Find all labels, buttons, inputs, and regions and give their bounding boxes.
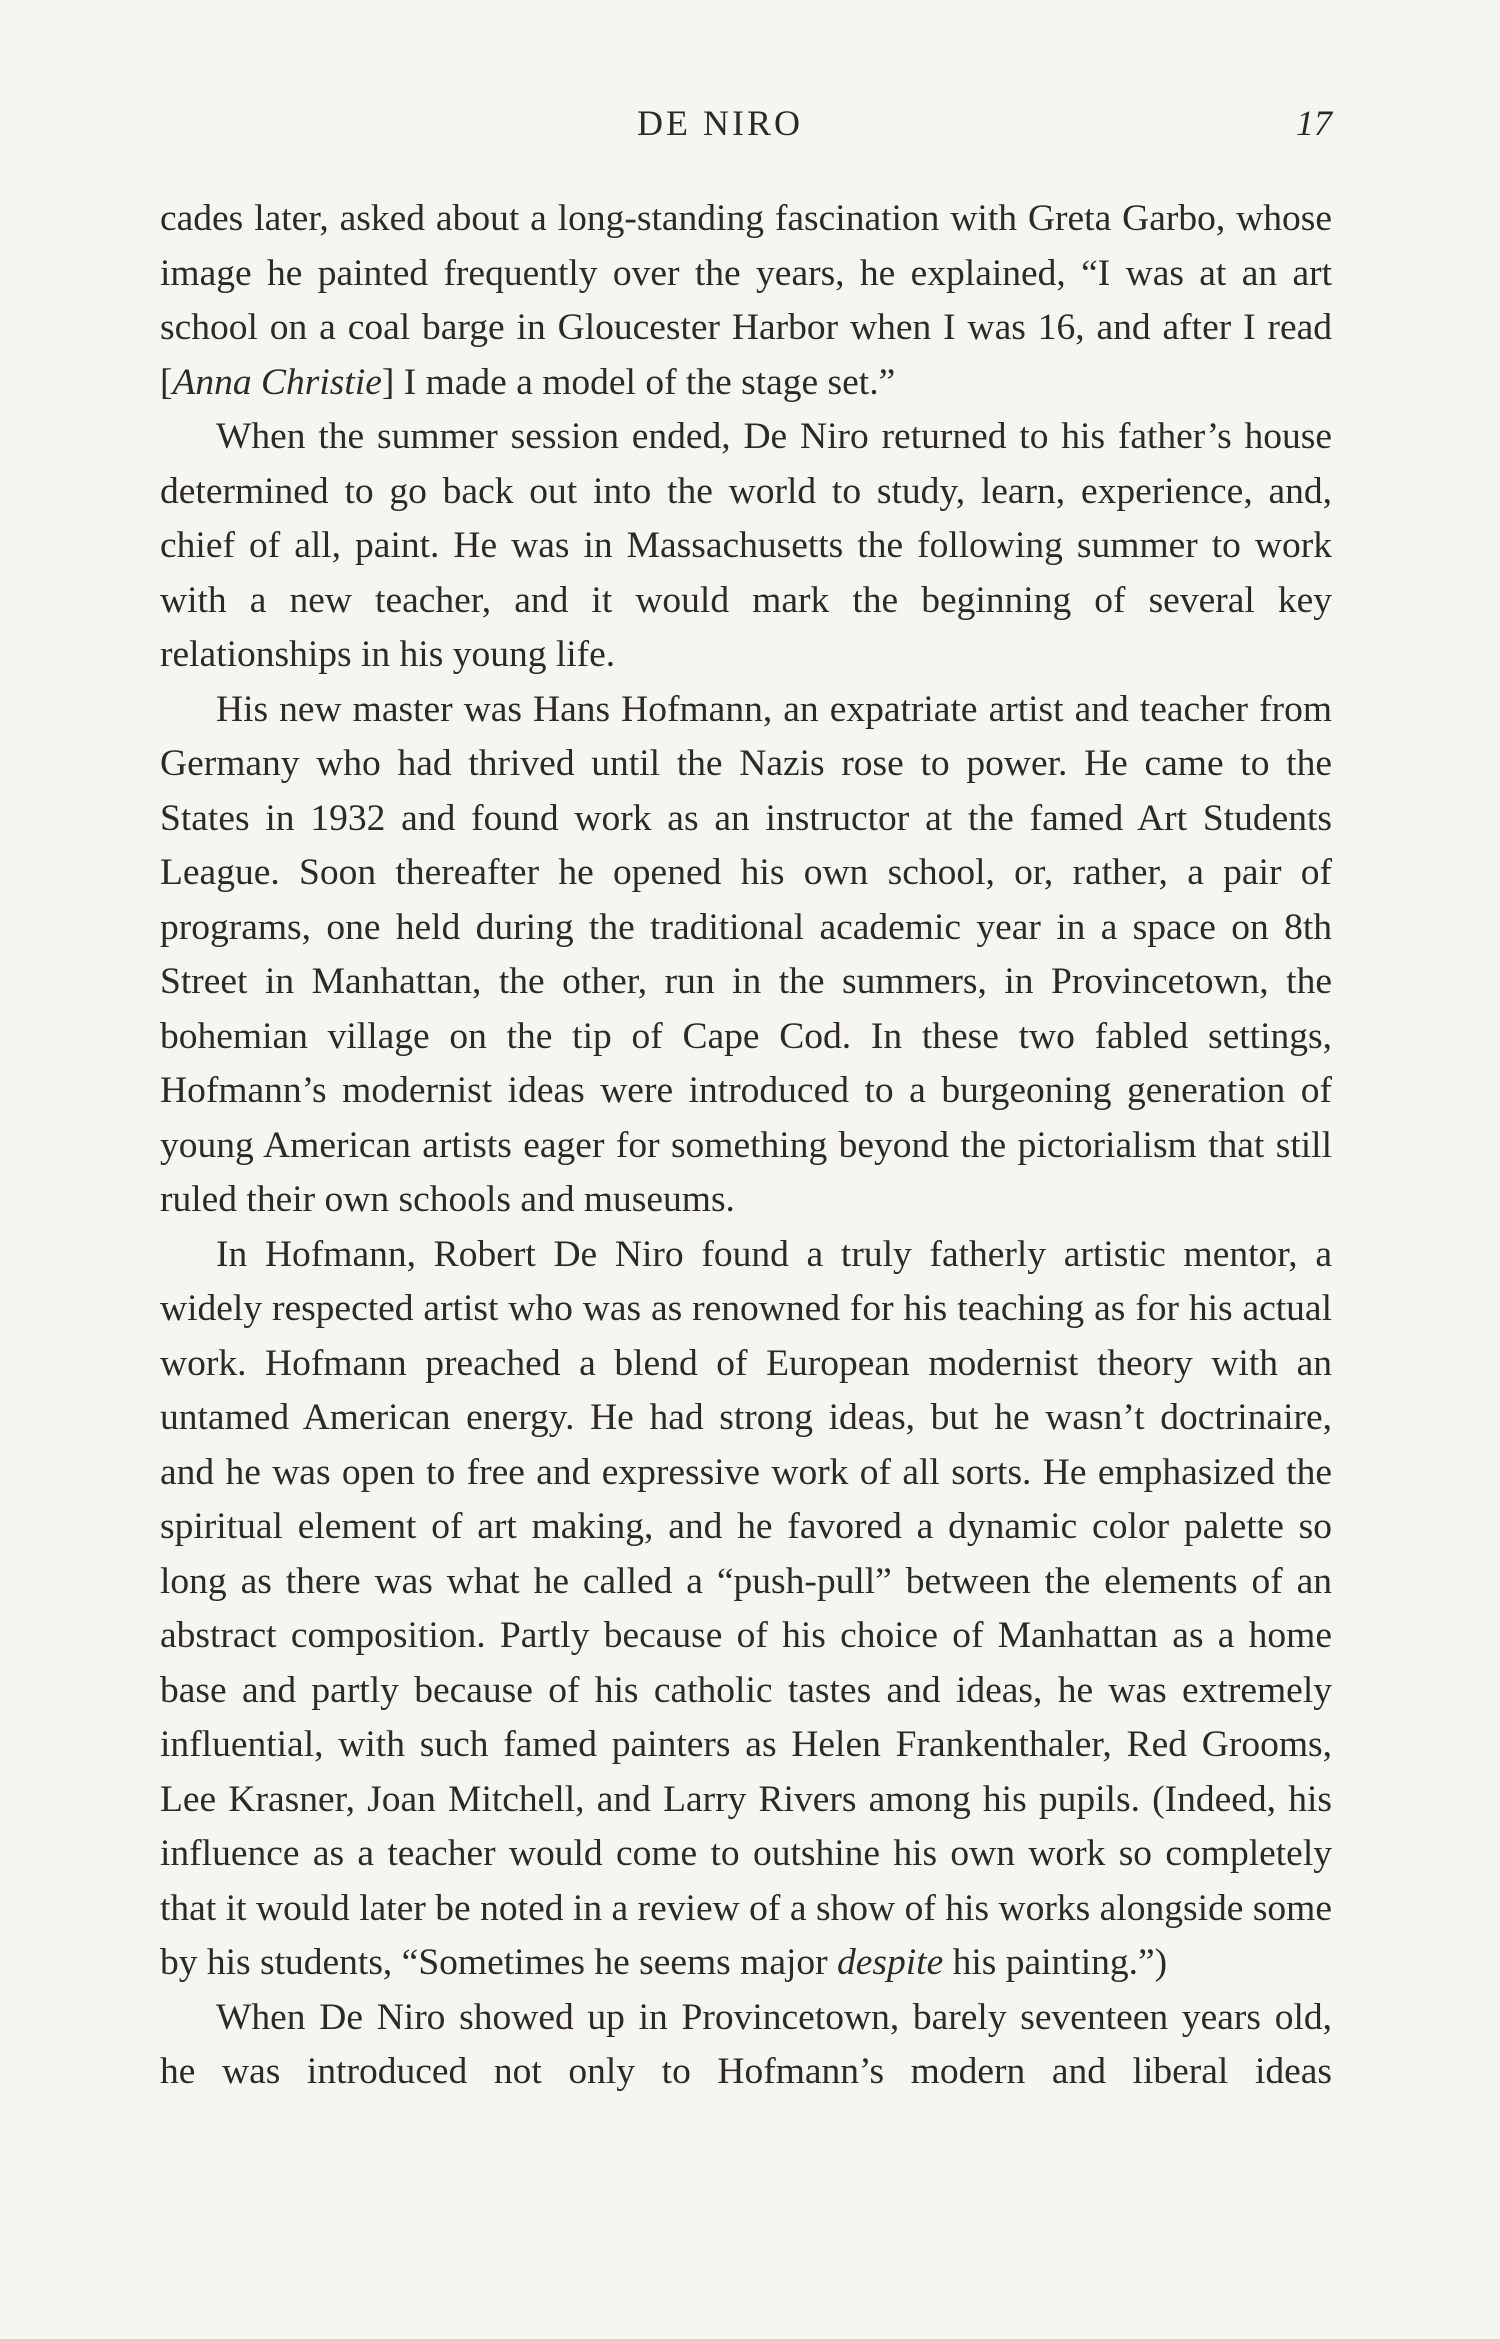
paragraph: His new master was Hans Hofmann, an expatriate artist and teacher from Germany who had thrived until the Nazis rose to power. He came to the States in 1932 and found work as an instructor at the famed Art Students League. Soon thereafter he opened his own school, or, rather, a pair of programs, one held during the traditional academic year in a space on 8th Street in Manhattan, the other, run in the summers, in Provincetown, the bohemian village on the tip of Cape Cod. In these two fabled settings, Hofmann’s modernist ideas were introduced to a burgeoning generation of young American artists eager for something beyond the pictorialism that still ruled their own schools and museums.	[160, 688, 1332, 1220]
body-text	[160, 192, 1332, 2100]
running-head	[0, 98, 1500, 148]
running-head-title: DE NIRO	[637, 103, 803, 143]
paragraph-continuation	[160, 192, 1332, 410]
paragraph	[160, 1228, 1332, 1991]
paragraph-text: In Hofmann, Robert De Niro found a truly fatherly artistic mentor, a widely respected artist who was as renowned for his teaching as for his actual work. Hofmann preached a blend of European modernist theory with an untamed American energy. He had strong ideas, but he wasn’t doctrinaire, and he was open to free and expressive work of all sorts. He emphasized the spiritual element of art making, and he favored a dynamic color palette so long as there was what he called a “push-pull” between the elements of an abstract composition. Partly because of his choice of Manhattan as a home base and partly because of his catholic tastes and ideas, he was extremely influential, with such famed painters as Helen Frankenthaler, Red Grooms, Lee Krasner, Joan Mitchell, and Larry Rivers among his pupils. (Indeed, his influence as a teacher would come to outshine his own work so completely that it would later be noted in a review of a show of his works alongside some by his students, “Sometimes he seems major	[160, 1233, 1332, 1983]
page-number: 17	[1296, 103, 1332, 143]
paragraph-text: his painting.”)	[943, 1942, 1168, 1983]
paragraph: When De Niro showed up in Provincetown, barely seventeen years old, he was introduced not only to Hofmann’s modern and liberal ideas	[160, 1996, 1332, 2092]
italic-emphasis: despite	[837, 1942, 944, 1983]
paragraph-text: cades later, asked about a long-standing fascination with Greta Garbo, whose image he painted frequently over the years, he explained, “I was at an art school on a coal barge in Gloucester Harbor when I was 16, and after I read [	[160, 198, 1332, 403]
paragraph-text: ] I made a model of the stage set.”	[381, 361, 896, 403]
paragraph: When the summer session ended, De Niro returned to his father’s house determined to go back out into the world to study, learn, experience, and, chief of all, paint. He was in Massachusetts the following summer to work with a new teacher, and it would mark the beginning of several key relationships in his young life.	[160, 416, 1332, 675]
italic-title: Anna Christie	[172, 361, 382, 403]
